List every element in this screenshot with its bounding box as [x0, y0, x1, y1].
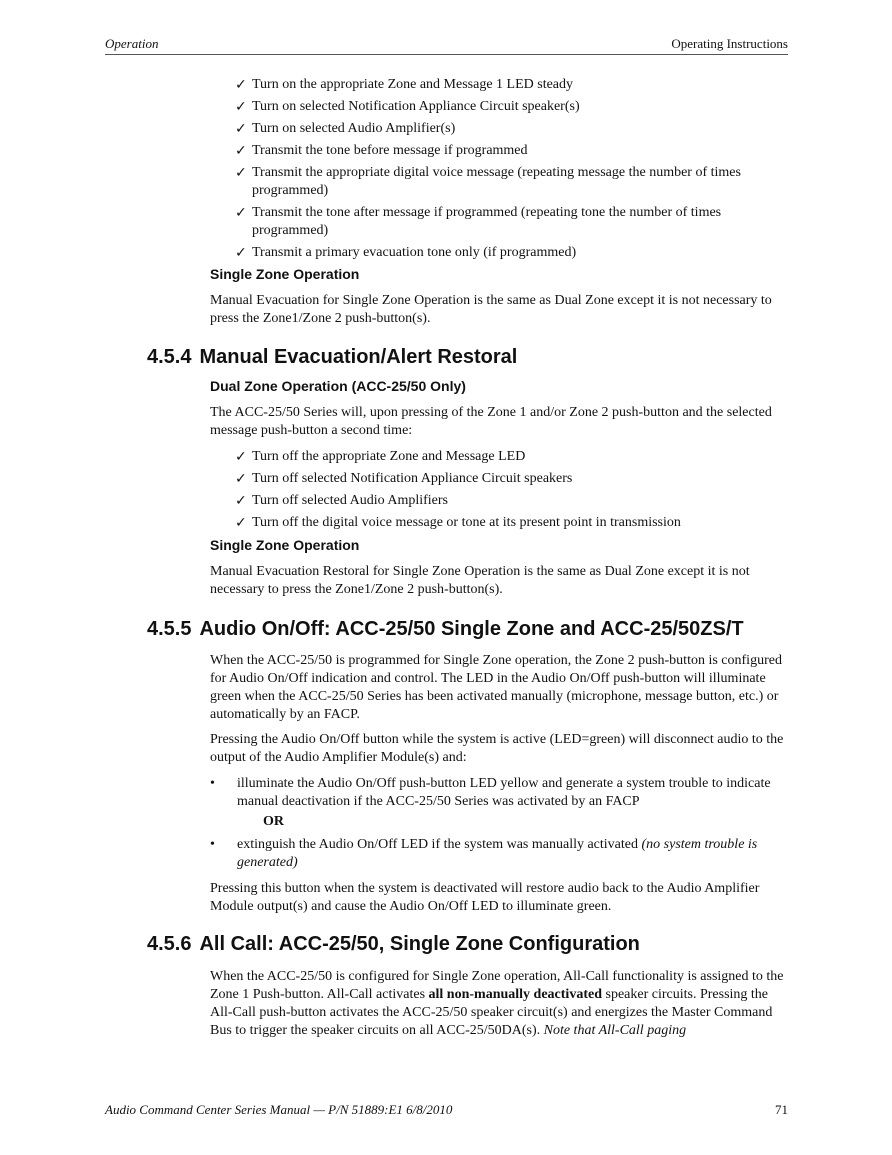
checkmark-icon: ✓	[235, 143, 247, 159]
dual-zone-heading: Dual Zone Operation (ACC-25/50 Only)	[210, 378, 466, 394]
checklist-item: ✓ Turn off the appropriate Zone and Message LED	[235, 449, 526, 465]
or-label: OR	[263, 814, 284, 829]
checklist-item: ✓ Transmit a primary evacuation tone only (if programmed)	[235, 245, 577, 261]
checkmark-icon: ✓	[235, 205, 247, 221]
checklist-item: ✓ Turn off selected Notification Appliance Circuit speakers	[235, 471, 573, 487]
checklist-item: ✓ Turn on selected Audio Amplifier(s)	[235, 121, 456, 137]
page-header	[105, 36, 788, 55]
checklist-item: ✓ Turn off the digital voice message or tone at its present point in transmission	[235, 515, 681, 531]
single-zone-restoral-paragraph: Manual Evacuation Restoral for Single Zone Operation is the same as Dual Zone except it is not necessary to press the Zone1/Zone 2 push-button(s).	[210, 564, 750, 597]
checkmark-icon: ✓	[235, 515, 247, 531]
all-call-paragraph: When the ACC-25/50 is configured for Single Zone operation, All-Call functionality is assigned to the Zone 1 Push-button. All-Call activates all non-manually deactivated speaker circuits. Pressing the All-Call push-button activates the ACC-25/50 speaker circuit(s) and energizes the Master Command Bus to trigger the speaker circuits on all ACC-25/50DA(s). Note that All-Call paging	[210, 969, 784, 1038]
section-number: 4.5.6	[147, 933, 192, 955]
single-zone-paragraph: Manual Evacuation for Single Zone Operation is the same as Dual Zone except it is not necessary to press the Zone1/Zone 2 push-button(s).	[210, 293, 772, 326]
header-chapter-label: Operating Instructions	[671, 36, 788, 51]
section-title: Manual Evacuation/Alert Restoral	[199, 346, 518, 368]
page-number: 71	[775, 1102, 788, 1117]
checkmark-icon: ✓	[235, 493, 247, 509]
restoral-checklist	[235, 448, 795, 536]
top-checklist	[235, 76, 795, 266]
bullet-item: • extinguish the Audio On/Off LED if the system was manually activated (no system trouble is generated)	[210, 837, 758, 870]
checklist-item: ✓ Transmit the tone before message if programmed	[235, 143, 528, 159]
checkmark-icon: ✓	[235, 99, 247, 115]
header-section-label: Operation	[105, 36, 159, 51]
checklist-item: ✓ Turn on selected Notification Appliance Circuit speaker(s)	[235, 99, 580, 115]
section-number: 4.5.4	[147, 346, 192, 368]
audio-onoff-paragraph-2: Pressing the Audio On/Off button while the system is active (LED=green) will disconnect audio to the output of the Audio Amplifier Module(s) and:	[210, 732, 784, 765]
checkmark-icon: ✓	[235, 245, 247, 261]
checklist-item: ✓ Transmit the appropriate digital voice message (repeating message the number of times programmed)	[235, 165, 741, 198]
audio-onoff-paragraph-3: Pressing this button when the system is deactivated will restore audio back to the Audio Amplifier Module output(s) and cause the Audio On/Off LED to illuminate green.	[210, 881, 760, 914]
checkmark-icon: ✓	[235, 165, 247, 181]
checklist-item: ✓ Turn off selected Audio Amplifiers	[235, 493, 448, 509]
section-title: Audio On/Off: ACC-25/50 Single Zone and ACC-25/50ZS/T	[199, 618, 744, 640]
bullet-item: • illuminate the Audio On/Off push-button LED yellow and generate a system trouble to indicate manual deactivation if the ACC-25/50 Series was activated by an FACP	[210, 776, 771, 809]
checkmark-icon: ✓	[235, 449, 247, 465]
section-heading-4-5-4	[147, 345, 517, 369]
footer-manual-title: Audio Command Center Series Manual — P/N 51889:E1 6/8/2010	[105, 1102, 453, 1117]
bullet-icon: •	[210, 776, 215, 791]
single-zone-heading: Single Zone Operation	[210, 266, 360, 282]
section-number: 4.5.5	[147, 618, 192, 640]
checklist-item: ✓ Turn on the appropriate Zone and Message 1 LED steady	[235, 77, 574, 93]
checkmark-icon: ✓	[235, 471, 247, 487]
restoral-intro-paragraph: The ACC-25/50 Series will, upon pressing of the Zone 1 and/or Zone 2 push-button and the selected message push-button a second time:	[210, 405, 772, 438]
checkmark-icon: ✓	[235, 77, 247, 93]
audio-onoff-paragraph-1: When the ACC-25/50 is programmed for Single Zone operation, the Zone 2 push-button is configured for Audio On/Off indication and control. The LED in the Audio On/Off push-button will illuminate green when the ACC-25/50 Series has been activated manually (microphone, message button, etc.) or automatically by an FACP.	[210, 653, 782, 722]
section-title: All Call: ACC-25/50, Single Zone Configuration	[199, 933, 640, 955]
single-zone-heading: Single Zone Operation	[210, 537, 360, 553]
section-heading-4-5-6	[147, 932, 640, 956]
section-heading-4-5-5	[147, 617, 744, 641]
checklist-item: ✓ Transmit the tone after message if programmed (repeating tone the number of times programmed)	[235, 205, 722, 238]
bullet-icon: •	[210, 837, 215, 852]
checkmark-icon: ✓	[235, 121, 247, 137]
